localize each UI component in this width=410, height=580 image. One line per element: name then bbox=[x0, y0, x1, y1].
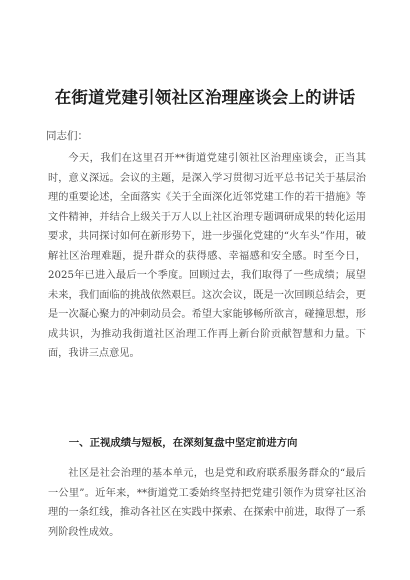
section-heading-1: 一、正视成绩与短板，在深刻复盘中坚定前进方向 bbox=[68, 437, 298, 449]
document-title: 在街道党建引领社区治理座谈会上的讲话 bbox=[54, 88, 356, 107]
paragraph-section-1: 社区是社会治理的基本单元，也是党和政府联系服务群众的“最后一公里”。近年来，**街道党工委始终坚持把党建引领作为贯穿社区治理的一条红线，推动各社区在实践中探索、在探索中前进，取得了一系列阶段性成效。 bbox=[48, 468, 366, 538]
salutation: 同志们： bbox=[46, 130, 88, 142]
paragraph-intro: 今天，我们在这里召开**街道党建引领社区治理座谈会，正当其时，意义深远。会议的主题，是深入学习贯彻习近平总书记关于基层治理的重要论述，全面落实《关于全面深化近邻党建工作的若干措施》等文件精神，并结合上级关于万人以上社区治理专题调研成果的转化运用要求，共同探讨如何在新形势下，进一步强化党建的“火车头”作用，破解社区治理难题，提升群众的获得感、幸福感和安全感。时至今日，2025年已进入最后一个季度。回顾过去，我们取得了一些成绩；展望未来，我们面临的挑战依然艰巨。这次会议，既是一次回顾总结会，更是一次凝心聚力的冲刺动员会。希望大家能够畅所欲言，碰撞思想，形成共识，为推动我街道社区治理工作再上新台阶贡献智慧和力量。下面，我讲三点意见。 bbox=[48, 153, 366, 359]
